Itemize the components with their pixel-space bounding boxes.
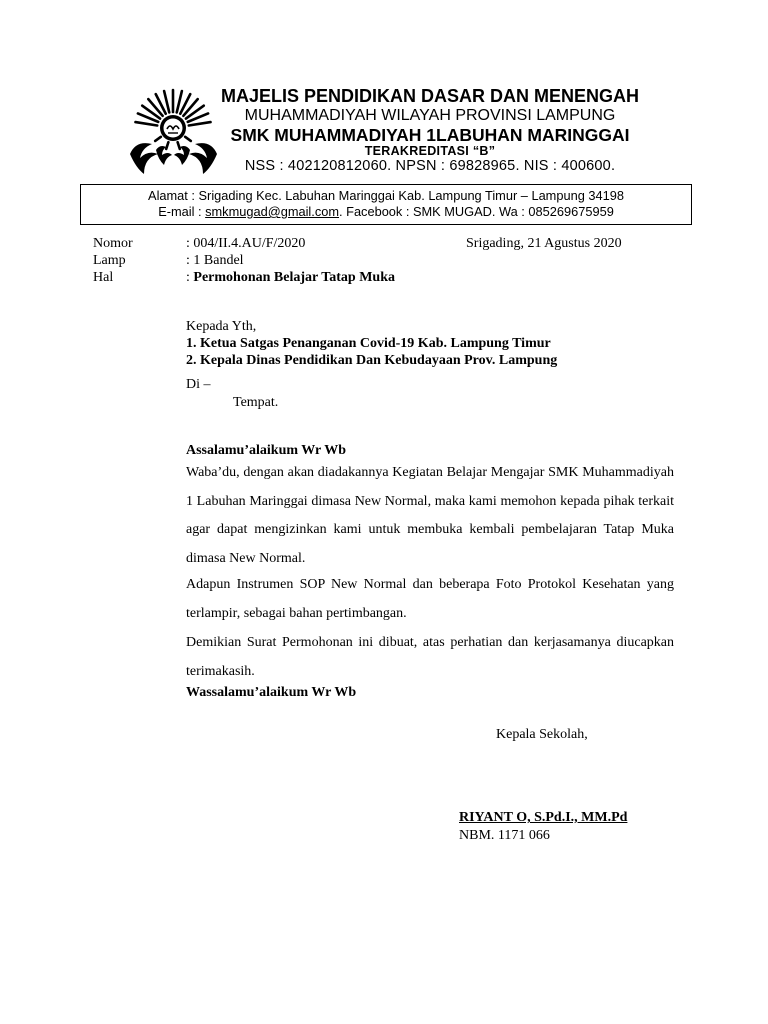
lamp-value: : 1 Bandel xyxy=(186,253,244,268)
hal-value xyxy=(186,269,395,286)
letterhead-school-ids: NSS : 402120812060. NPSN : 69828965. NIS : 400600. xyxy=(244,158,616,174)
logo-ray xyxy=(155,137,161,141)
logo-ray xyxy=(135,122,157,125)
lamp-label: Lamp xyxy=(93,253,126,268)
signatory-name: RIYANT O, S.Pd.I., MM.Pd xyxy=(459,810,628,825)
recipient-tempat: Tempat. xyxy=(233,395,279,410)
letterhead-accreditation: TERAKREDITASI “B” xyxy=(364,144,496,158)
letterhead-region-title: MUHAMMADIYAH WILAYAH PROVINSI LAMPUNG xyxy=(244,107,616,124)
paragraph-2: Adapun Instrumen SOP New Normal dan beberapa Foto Protokol Kesehatan yang terlampir, sebagai bahan pertimbangan. xyxy=(186,577,674,621)
letterhead-school-name: SMK MUHAMMADIYAH 1LABUHAN MARINGGAI xyxy=(230,125,630,145)
address-line: Alamat : Srigading Kec. Labuhan Maringgai Kab. Lampung Timur – Lampung 34198 xyxy=(148,188,624,203)
paragraph-3: Demikian Surat Permohonan ini dibuat, atas perhatian dan kerjasamanya diucapkan terimakasih. xyxy=(186,635,674,679)
recipient-greeting: Kepada Yth, xyxy=(186,319,257,334)
recipient-line-2: 2. Kepala Dinas Pendidikan Dan Kebudayaan Prov. Lampung xyxy=(186,353,558,368)
nomor-value: : 004/II.4.AU/F/2020 xyxy=(186,236,306,251)
hal-subject: Permohonan Belajar Tatap Muka xyxy=(193,270,395,285)
signatory-nbm: NBM. 1171 066 xyxy=(459,828,550,843)
hal-label: Hal xyxy=(93,270,114,285)
email-prefix: E-mail : xyxy=(158,204,206,219)
nomor-label: Nomor xyxy=(93,236,133,251)
logo-ray xyxy=(178,142,180,149)
signature-title: Kepala Sekolah, xyxy=(496,727,588,742)
hal-colon: : xyxy=(186,270,194,285)
recipient-line-1: 1. Ketua Satgas Penanganan Covid-19 Kab. Lampung Timur xyxy=(186,336,551,351)
contact-suffix: . Facebook : SMK MUGAD. Wa : 085269675959 xyxy=(339,204,614,219)
paragraph-1: Waba’du, dengan akan diadakannya Kegiatan Belajar Mengajar SMK Muhammadiyah 1 Labuhan Maringgai dimasa New Normal, maka kami memohon kepada pihak terkait agar dapat mengizinkan kami untuk membuka kembali pembelajaran Tatap Muka dimasa New Normal. xyxy=(186,465,674,566)
letter-date: Srigading, 21 Agustus 2020 xyxy=(466,236,622,251)
email-link[interactable]: smkmugad@gmail.com xyxy=(205,204,340,219)
logo-ray xyxy=(166,142,168,149)
closing-salutation: Wassalamu’alaikum Wr Wb xyxy=(186,685,357,700)
logo-ray xyxy=(177,91,182,112)
address-box xyxy=(80,184,692,225)
recipient-di: Di – xyxy=(186,377,211,392)
letterhead-council-title: MAJELIS PENDIDIKAN DASAR DAN MENENGAH xyxy=(220,86,640,106)
contact-line xyxy=(81,204,691,220)
opening-salutation: Assalamu’alaikum Wr Wb xyxy=(186,443,347,458)
logo-ray xyxy=(164,91,169,112)
logo-ray xyxy=(185,137,191,141)
